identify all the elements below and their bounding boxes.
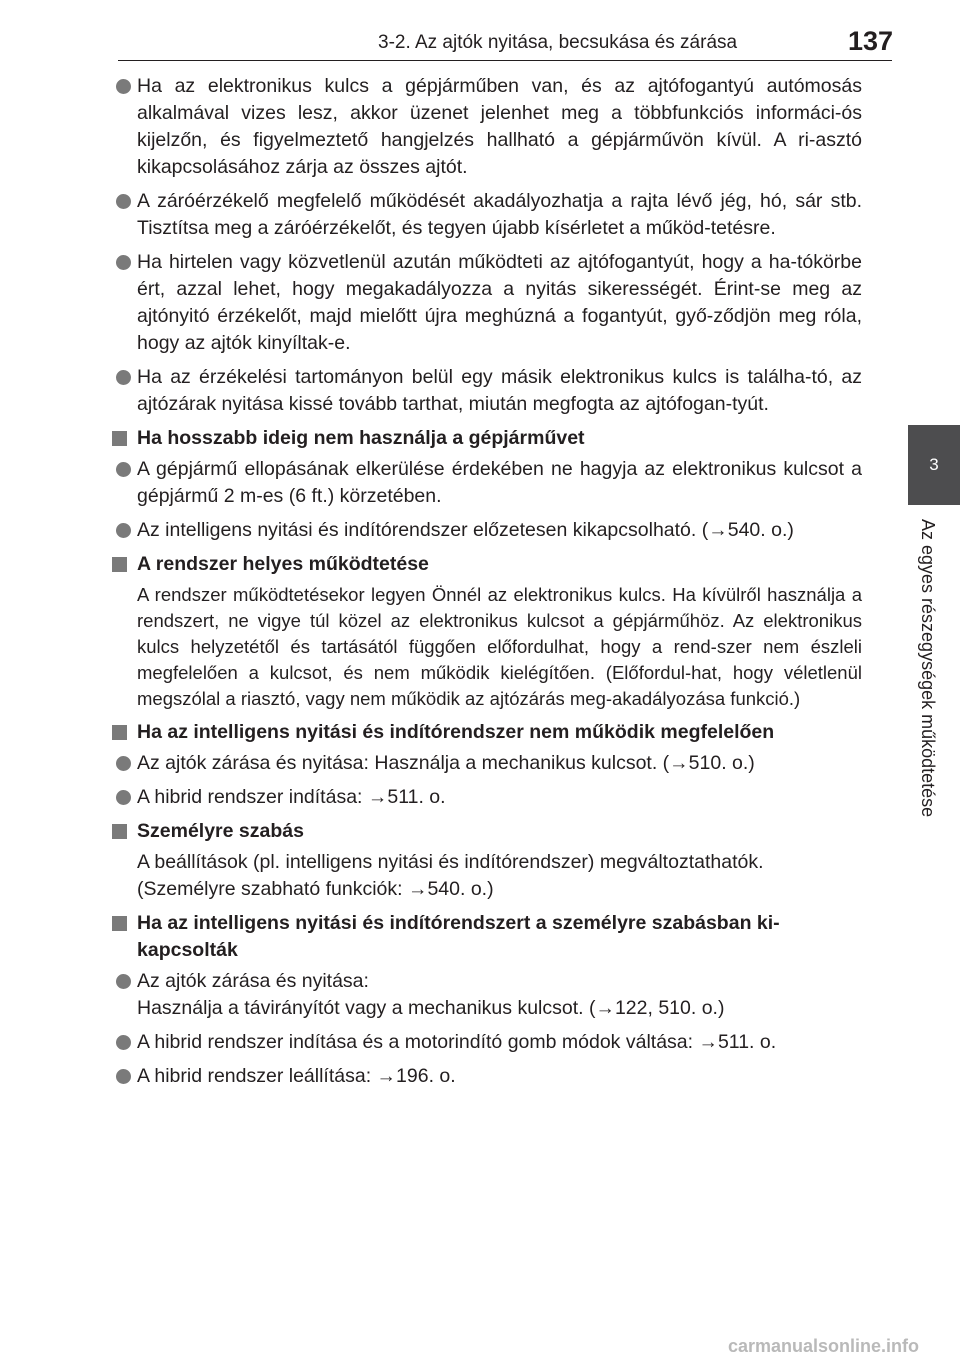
bullet-item xyxy=(105,456,862,510)
paragraph-text: A hibrid rendszer indítása: →511. o. xyxy=(137,786,446,808)
bullet-item xyxy=(105,517,862,544)
bullet-circle-icon xyxy=(116,370,131,385)
paragraph-text: Az ajtók zárása és nyitása: Használja a mechanikus kulcsot. (→510. o.) xyxy=(137,752,755,774)
page-header xyxy=(0,0,960,60)
bullet-circle-icon xyxy=(116,79,131,94)
section-heading xyxy=(105,818,862,845)
bullet-circle-icon xyxy=(116,255,131,270)
bullet-circle-icon xyxy=(116,523,131,538)
chapter-title: Az egyes részegységek működtetése xyxy=(918,519,938,818)
section-square-icon xyxy=(112,557,127,572)
section-heading xyxy=(105,551,862,578)
section-heading xyxy=(105,910,862,964)
bullet-circle-icon xyxy=(116,462,131,477)
bullet-item xyxy=(105,750,862,777)
text-line: A beállítások (pl. intelligens nyitási és indítórendszer) megváltoztathatók. xyxy=(137,851,764,873)
paragraph-text: A gépjármű ellopásának elkerülése érdekében ne hagyja az elektronikus kulcsot a gépjármű 2 m-es (6 ft.) körzetében. xyxy=(137,458,862,507)
bullet-circle-icon xyxy=(116,1069,131,1084)
section-title: 3-2. Az ajtók nyitása, becsukása és zárása xyxy=(378,32,738,53)
bullet-item xyxy=(105,73,862,181)
section-title-text: A rendszer helyes működtetése xyxy=(137,553,429,575)
chapter-number: 3 xyxy=(929,455,939,474)
paragraph-text: A rendszer működtetésekor legyen Önnél az elektronikus kulcs. Ha kívülről használja a rendszert, ne vigye túl közel az elektronikus kulcsot a gépjárműhöz. Az elektronikus kulcs helyzetétől és tartásától függően előfordulhat, hogy a rend-szer nem észleli megfelelően a kulcsot, és nem működik kielégítően. (Előfordul-hat, hogy véletlenül megszólal a riasztó, vagy nem működik az ajtózárás meg-akadályozása funkció.) xyxy=(137,584,862,709)
paragraph xyxy=(105,582,862,712)
bullet-circle-icon xyxy=(116,756,131,771)
section-heading xyxy=(105,425,862,452)
section-square-icon xyxy=(112,916,127,931)
paragraph-text: A záróérzékelő megfelelő működését akadályozhatja a rajta lévő jég, hó, sár stb. Tisztítsa meg a záróérzékelőt, és tegyen újabb kísérletet a működ-tetésre. xyxy=(137,190,862,239)
paragraph xyxy=(105,849,862,903)
bullet-circle-icon xyxy=(116,790,131,805)
paragraph-text: A hibrid rendszer leállítása: →196. o. xyxy=(137,1065,456,1087)
header-divider xyxy=(118,60,892,61)
paragraph-text: Ha az elektronikus kulcs a gépjárműben van, és az ajtófogantyú autómosás alkalmával vizes lesz, akkor üzenet jelenhet meg a többfunkciós informáci-ós kijelzőn, és figyelmeztető hangjelzés hallható a gépjárművön kívül. A ri-asztó kikapcsolásához zárja az összes ajtót. xyxy=(137,75,862,178)
text-line: Használja a távirányítót vagy a mechanikus kulcsot. (→122, 510. o.) xyxy=(137,997,725,1019)
bullet-circle-icon xyxy=(116,974,131,989)
bullet-circle-icon xyxy=(116,1035,131,1050)
paragraph-text: Ha hirtelen vagy közvetlenül azután működteti az ajtófogantyút, hogy a ha-tókörbe ért, azzal lehet, hogy megakadályozza a nyitás sikerességét. Érint-se meg az ajtónyitó érzékelőt, majd mielőtt újra meghúzná a fogantyút, győ-ződjön meg róla, hogy az ajtók kinyíltak-e. xyxy=(137,251,862,354)
section-title-text: Személyre szabás xyxy=(137,820,304,842)
paragraph-text: Ha az érzékelési tartományon belül egy másik elektronikus kulcs is találha-tó, az ajtózárak nyitása kissé tovább tarthat, miután megfogta az ajtófogan-tyút. xyxy=(137,366,862,415)
page-content xyxy=(105,73,862,1097)
watermark: carmanualsonline.info xyxy=(728,1336,920,1356)
bullet-item xyxy=(105,784,862,811)
bullet-circle-icon xyxy=(116,194,131,209)
text-line: Az ajtók zárása és nyitása: xyxy=(137,970,369,992)
section-title-text: Ha hosszabb ideig nem használja a gépjárművet xyxy=(137,427,585,449)
bullet-item xyxy=(105,249,862,357)
bullet-item xyxy=(105,1063,862,1090)
section-title-text: Ha az intelligens nyitási és indítórendszert a személyre szabásban ki-kapcsolták xyxy=(137,912,780,961)
bullet-item xyxy=(105,968,862,1022)
section-square-icon xyxy=(112,431,127,446)
section-heading xyxy=(105,719,862,746)
page-number: 137 xyxy=(848,26,894,56)
chapter-tab xyxy=(908,425,960,505)
section-square-icon xyxy=(112,824,127,839)
paragraph-text: A hibrid rendszer indítása és a motorindító gomb módok váltása: →511. o. xyxy=(137,1031,777,1053)
bullet-item xyxy=(105,1029,862,1056)
section-title-text: Ha az intelligens nyitási és indítórendszer nem működik megfelelően xyxy=(137,721,775,743)
bullet-item xyxy=(105,188,862,242)
section-square-icon xyxy=(112,725,127,740)
bullet-item xyxy=(105,364,862,418)
text-line: (Személyre szabható funkciók: →540. o.) xyxy=(137,878,494,900)
paragraph-text: Az intelligens nyitási és indítórendszer előzetesen kikapcsolható. (→540. o.) xyxy=(137,519,794,541)
